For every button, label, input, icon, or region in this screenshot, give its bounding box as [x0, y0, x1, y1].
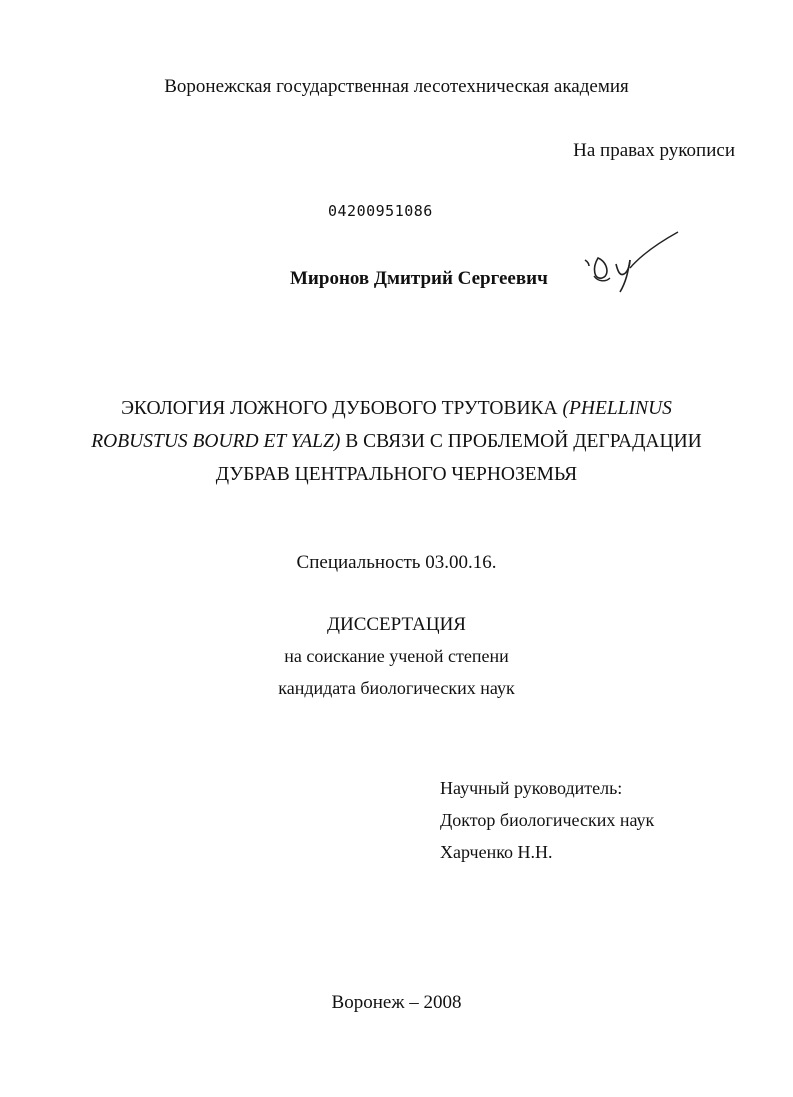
title-line-1 [0, 392, 793, 425]
supervisor-name: Харченко Н.Н. [440, 842, 553, 862]
title-line-3: ДУБРАВ ЦЕНТРАЛЬНОГО ЧЕРНОЗЕМЬЯ [215, 464, 578, 485]
title-line-1-text: ЭКОЛОГИЯ ЛОЖНОГО ДУБОВОГО ТРУТОВИКА [121, 398, 563, 419]
dissertation-title [0, 392, 793, 491]
title-line-2 [0, 425, 793, 458]
supervisor-label: Научный руководитель: [440, 778, 623, 798]
manuscript-rights-note: На правах рукописи [573, 140, 735, 161]
author-name: Миронов Дмитрий Сергеевич [290, 268, 548, 289]
supervisor-block [440, 772, 654, 868]
institution-name: Воронежская государственная лесотехническая академия [164, 76, 629, 97]
document-type: ДИССЕРТАЦИЯ [327, 614, 466, 635]
city-year: Воронеж – 2008 [331, 992, 462, 1013]
title-latin-name-part1: (PHELLINUS [562, 398, 672, 419]
specialty: Специальность 03.00.16. [296, 552, 497, 573]
title-line-2-text: В СВЯЗИ С ПРОБЛЕМОЙ ДЕГРАДАЦИИ [340, 431, 702, 452]
supervisor-degree: Доктор биологических наук [440, 810, 655, 830]
title-latin-name-part2: ROBUSTUS BOURD ET YALZ) [91, 431, 341, 452]
degree-purpose-line-2: кандидата биологических наук [278, 678, 515, 698]
handwritten-signature [580, 228, 690, 298]
degree-purpose-line-1: на соискание ученой степени [284, 646, 509, 666]
catalog-code: 04200951086 [328, 202, 433, 220]
